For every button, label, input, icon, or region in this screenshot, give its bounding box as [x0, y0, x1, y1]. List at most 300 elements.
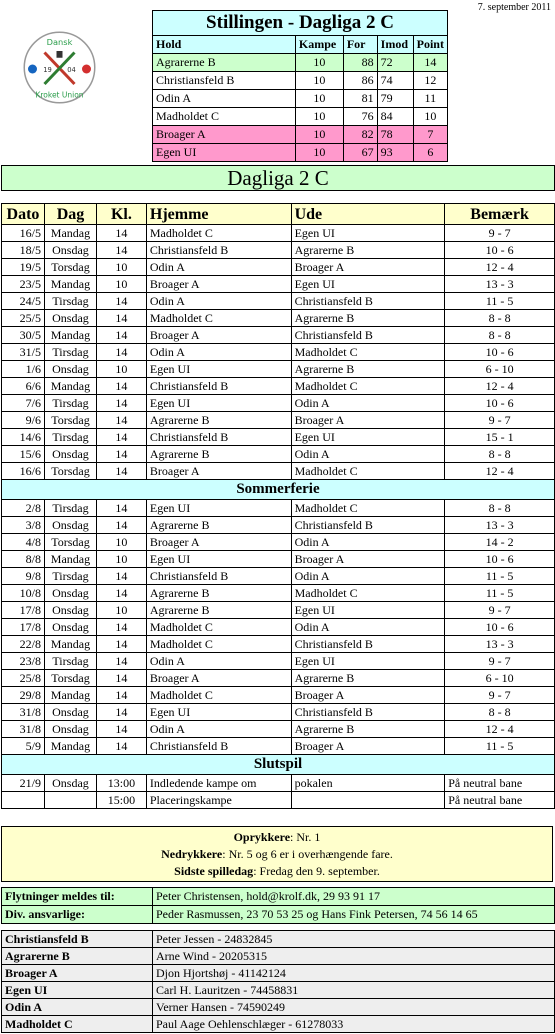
match-cell: 12 - 4	[445, 259, 555, 276]
match-cell: Odin A	[291, 395, 445, 412]
match-cell: 14	[96, 225, 146, 242]
standings-cell: 79	[377, 90, 413, 108]
match-cell: 11 - 5	[445, 568, 555, 585]
club-row	[2, 1016, 555, 1033]
match-cell: Agrarerne B	[291, 242, 445, 259]
match-cell: 14	[96, 585, 146, 602]
match-cell: Egen UI	[291, 276, 445, 293]
match-cell: Onsdag	[44, 602, 96, 619]
match-cell: 14	[96, 293, 146, 310]
club-contact: Paul Aage Oehlenschlæger - 61278033	[153, 1016, 555, 1033]
match-cell: 12 - 4	[445, 378, 555, 395]
match-cell: Onsdag	[44, 446, 96, 463]
match-cell: Mandag	[44, 276, 96, 293]
standings-table	[152, 10, 448, 162]
club-name: Madholdet C	[2, 1016, 153, 1033]
standings-cell: 76	[343, 108, 377, 126]
match-cell: Agrarerne B	[291, 361, 445, 378]
match-cell: Torsdag	[44, 412, 96, 429]
match-cell: Torsdag	[44, 259, 96, 276]
match-cell: Agrarerne B	[146, 446, 291, 463]
schedule-header: Dato	[2, 204, 45, 225]
match-cell: 31/5	[2, 344, 45, 361]
match-cell: Mandag	[44, 636, 96, 653]
match-cell: Onsdag	[44, 704, 96, 721]
match-cell: 13:00	[96, 775, 146, 792]
club-contact: Verner Hansen - 74590249	[153, 999, 555, 1016]
match-row	[2, 310, 555, 327]
match-row	[2, 775, 555, 792]
standings-row	[153, 108, 448, 126]
match-cell: 14	[96, 670, 146, 687]
match-cell: Madholdet C	[146, 310, 291, 327]
match-cell: 23/8	[2, 653, 45, 670]
match-cell	[2, 792, 45, 809]
match-cell: Madholdet C	[146, 619, 291, 636]
match-cell: Broager A	[146, 534, 291, 551]
match-cell: 8 - 8	[445, 446, 555, 463]
match-cell: 18/5	[2, 242, 45, 259]
match-cell: Broager A	[146, 276, 291, 293]
match-cell: 14	[96, 704, 146, 721]
match-cell: 15:00	[96, 792, 146, 809]
match-cell: Torsdag	[44, 670, 96, 687]
match-cell: Christiansfeld B	[146, 242, 291, 259]
match-cell: Odin A	[146, 344, 291, 361]
match-cell: Broager A	[146, 670, 291, 687]
match-cell: Christiansfeld B	[146, 378, 291, 395]
match-cell: Onsdag	[44, 517, 96, 534]
match-cell: Christiansfeld B	[146, 568, 291, 585]
match-row	[2, 276, 555, 293]
match-cell: Indledende kampe om	[146, 775, 291, 792]
match-cell: Tirsdag	[44, 568, 96, 585]
match-cell: 14/6	[2, 429, 45, 446]
club-row	[2, 948, 555, 965]
club-contact: Carl H. Lauritzen - 74458831	[153, 982, 555, 999]
match-row	[2, 412, 555, 429]
standings-cell: 82	[343, 126, 377, 144]
match-cell	[291, 792, 445, 809]
standings-row	[153, 54, 448, 72]
standings-cell: 10	[295, 54, 343, 72]
match-cell: Torsdag	[44, 463, 96, 480]
match-cell: 14	[96, 687, 146, 704]
standings-cell: Odin A	[153, 90, 296, 108]
standings-cell: 10	[295, 90, 343, 108]
standings-cell: 10	[413, 108, 447, 126]
krolf-union-logo	[22, 30, 97, 105]
match-cell: 14	[96, 395, 146, 412]
match-cell: 10 - 6	[445, 344, 555, 361]
match-cell: 14	[96, 344, 146, 361]
match-cell: Agrarerne B	[146, 602, 291, 619]
schedule-header: Hjemme	[146, 204, 291, 225]
match-row	[2, 602, 555, 619]
match-cell: 2/8	[2, 500, 45, 517]
match-row	[2, 378, 555, 395]
schedule-header: Kl.	[96, 204, 146, 225]
club-contact: Arne Wind - 20205315	[153, 948, 555, 965]
match-cell: 5/9	[2, 738, 45, 755]
match-cell: pokalen	[291, 775, 445, 792]
match-cell: 3/8	[2, 517, 45, 534]
match-cell: 4/8	[2, 534, 45, 551]
match-cell: 9 - 7	[445, 653, 555, 670]
match-row	[2, 500, 555, 517]
match-cell: Madholdet C	[146, 687, 291, 704]
svg-text:19: 19	[43, 66, 52, 74]
match-cell: Tirsdag	[44, 395, 96, 412]
match-cell: 14	[96, 721, 146, 738]
match-cell: 7/6	[2, 395, 45, 412]
match-cell: 10	[96, 276, 146, 293]
match-cell: Odin A	[146, 293, 291, 310]
match-cell: 6 - 10	[445, 361, 555, 378]
match-cell: 14	[96, 327, 146, 344]
match-cell: Madholdet C	[146, 636, 291, 653]
standings-cell: 84	[377, 108, 413, 126]
match-cell: 21/9	[2, 775, 45, 792]
match-cell: 9/6	[2, 412, 45, 429]
match-cell: 6 - 10	[445, 670, 555, 687]
match-cell: Tirsdag	[44, 293, 96, 310]
match-cell: 14	[96, 378, 146, 395]
standings-cell: Christiansfeld B	[153, 72, 296, 90]
club-row	[2, 965, 555, 982]
match-cell: 9 - 7	[445, 602, 555, 619]
club-name: Odin A	[2, 999, 153, 1016]
match-cell: Broager A	[146, 327, 291, 344]
svg-text:04: 04	[67, 66, 76, 74]
match-row	[2, 619, 555, 636]
club-row	[2, 982, 555, 999]
match-cell: Mandag	[44, 327, 96, 344]
match-cell: Mandag	[44, 687, 96, 704]
match-cell: 12 - 4	[445, 721, 555, 738]
club-contact: Peter Jessen - 24832845	[153, 931, 555, 948]
match-row	[2, 653, 555, 670]
match-cell: 11 - 5	[445, 293, 555, 310]
standings-title: Stillingen - Dagliga 2 C	[153, 11, 448, 36]
match-cell: Egen UI	[146, 704, 291, 721]
match-cell: Tirsdag	[44, 429, 96, 446]
match-cell: 14	[96, 500, 146, 517]
match-cell: 10/8	[2, 585, 45, 602]
club-name: Christiansfeld B	[2, 931, 153, 948]
match-cell: Mandag	[44, 551, 96, 568]
standings-cell: 93	[377, 144, 413, 162]
match-cell: 6/6	[2, 378, 45, 395]
match-cell: Tirsdag	[44, 500, 96, 517]
standings-row	[153, 72, 448, 90]
standings-header: Point	[413, 36, 447, 54]
match-cell: Torsdag	[44, 534, 96, 551]
match-cell: Madholdet C	[291, 344, 445, 361]
match-cell: 10	[96, 259, 146, 276]
match-cell: 23/5	[2, 276, 45, 293]
match-cell: 8 - 8	[445, 500, 555, 517]
match-cell: 14	[96, 242, 146, 259]
match-cell	[44, 792, 96, 809]
match-cell: Madholdet C	[291, 378, 445, 395]
match-row	[2, 670, 555, 687]
match-cell: Egen UI	[146, 361, 291, 378]
match-cell: 11 - 5	[445, 585, 555, 602]
svg-text:Dansk: Dansk	[46, 37, 73, 47]
match-cell: Agrarerne B	[291, 721, 445, 738]
match-cell: Madholdet C	[291, 500, 445, 517]
standings-header: Kampe	[295, 36, 343, 54]
match-row	[2, 585, 555, 602]
playoffs-separator: Slutspil	[2, 755, 555, 775]
match-cell: Madholdet C	[146, 225, 291, 242]
standings-cell: 10	[295, 108, 343, 126]
match-cell: Tirsdag	[44, 344, 96, 361]
match-row	[2, 225, 555, 242]
standings-row	[153, 144, 448, 162]
match-cell: 15 - 1	[445, 429, 555, 446]
standings-row	[153, 126, 448, 144]
contact-value: Peter Christensen, hold@krolf.dk, 29 93 91 17	[153, 888, 555, 906]
match-cell: Christiansfeld B	[291, 517, 445, 534]
standings-cell: 6	[413, 144, 447, 162]
standings-cell: 7	[413, 126, 447, 144]
summer-break-separator: Sommerferie	[2, 480, 555, 500]
match-cell: 14	[96, 310, 146, 327]
contact-value: Peder Rasmussen, 23 70 53 25 og Hans Fink Petersen, 74 56 14 65	[153, 906, 555, 924]
match-cell: 12 - 4	[445, 463, 555, 480]
match-cell: 14	[96, 463, 146, 480]
match-cell: Mandag	[44, 225, 96, 242]
contact-table	[1, 887, 555, 924]
match-cell: Onsdag	[44, 361, 96, 378]
club-name: Broager A	[2, 965, 153, 982]
match-cell: Broager A	[291, 259, 445, 276]
match-cell: 14	[96, 412, 146, 429]
match-cell: 8 - 8	[445, 704, 555, 721]
match-cell: Christiansfeld B	[146, 738, 291, 755]
match-row	[2, 242, 555, 259]
match-cell: Onsdag	[44, 242, 96, 259]
match-row	[2, 446, 555, 463]
match-cell: 8 - 8	[445, 310, 555, 327]
match-cell: Egen UI	[146, 395, 291, 412]
schedule-table	[1, 203, 555, 809]
standings-cell: 10	[295, 72, 343, 90]
standings-row	[153, 90, 448, 108]
contact-label: Flytninger meldes til:	[2, 888, 153, 906]
match-row	[2, 551, 555, 568]
match-cell: Odin A	[291, 619, 445, 636]
match-row	[2, 259, 555, 276]
match-cell: Egen UI	[146, 551, 291, 568]
match-cell: 19/5	[2, 259, 45, 276]
club-contact: Djon Hjortshøj - 41142124	[153, 965, 555, 982]
standings-cell: 81	[343, 90, 377, 108]
schedule-header: Bemærk	[445, 204, 555, 225]
standings-header: Imod	[377, 36, 413, 54]
match-cell: 1/6	[2, 361, 45, 378]
contact-label: Div. ansvarlige:	[2, 906, 153, 924]
match-row	[2, 704, 555, 721]
match-cell: 10	[96, 602, 146, 619]
match-cell: Agrarerne B	[291, 310, 445, 327]
match-cell: 10 - 6	[445, 395, 555, 412]
match-cell: Egen UI	[146, 500, 291, 517]
print-date: 7. september 2011	[477, 2, 551, 13]
match-cell: Onsdag	[44, 721, 96, 738]
match-cell: 10 - 6	[445, 619, 555, 636]
standings-cell: 14	[413, 54, 447, 72]
match-cell: 22/8	[2, 636, 45, 653]
club-name: Agrarerne B	[2, 948, 153, 965]
match-cell: Egen UI	[291, 602, 445, 619]
match-row	[2, 636, 555, 653]
match-cell: Broager A	[291, 687, 445, 704]
match-cell: Agrarerne B	[291, 670, 445, 687]
match-cell: Onsdag	[44, 585, 96, 602]
match-row	[2, 395, 555, 412]
club-row	[2, 999, 555, 1016]
match-cell: Odin A	[291, 446, 445, 463]
schedule-header: Dag	[44, 204, 96, 225]
standings-cell: 86	[343, 72, 377, 90]
standings-cell: 67	[343, 144, 377, 162]
match-cell: 17/8	[2, 619, 45, 636]
match-cell: 9/8	[2, 568, 45, 585]
club-contacts-table	[1, 930, 555, 1033]
standings-cell: 74	[377, 72, 413, 90]
standings-cell: 88	[343, 54, 377, 72]
match-cell: Christiansfeld B	[291, 636, 445, 653]
match-row	[2, 344, 555, 361]
match-cell: 17/8	[2, 602, 45, 619]
match-cell: Onsdag	[44, 775, 96, 792]
match-cell: 10 - 6	[445, 551, 555, 568]
match-cell: 13 - 3	[445, 517, 555, 534]
match-cell: Odin A	[291, 534, 445, 551]
match-cell: Broager A	[291, 738, 445, 755]
match-cell: Agrarerne B	[146, 412, 291, 429]
match-row	[2, 534, 555, 551]
match-row	[2, 463, 555, 480]
match-cell: 10	[96, 534, 146, 551]
standings-cell: 10	[295, 126, 343, 144]
standings-cell: 10	[295, 144, 343, 162]
standings-cell: Agrarerne B	[153, 54, 296, 72]
match-cell: 14	[96, 738, 146, 755]
match-cell: 13 - 3	[445, 276, 555, 293]
match-row	[2, 568, 555, 585]
match-cell: 14	[96, 517, 146, 534]
match-cell: Mandag	[44, 378, 96, 395]
standings-cell: Madholdet C	[153, 108, 296, 126]
match-cell: Placeringskampe	[146, 792, 291, 809]
match-cell: 16/5	[2, 225, 45, 242]
match-cell: Broager A	[146, 463, 291, 480]
match-cell: Tirsdag	[44, 653, 96, 670]
match-cell: 15/6	[2, 446, 45, 463]
club-row	[2, 931, 555, 948]
contact-row	[2, 906, 555, 924]
match-cell: 14	[96, 446, 146, 463]
match-row	[2, 293, 555, 310]
match-cell: Odin A	[291, 568, 445, 585]
standings-cell: 12	[413, 72, 447, 90]
standings-cell: Broager A	[153, 126, 296, 144]
match-cell: 9 - 7	[445, 687, 555, 704]
match-cell: Odin A	[146, 721, 291, 738]
match-cell: Christiansfeld B	[291, 704, 445, 721]
match-cell: 8 - 8	[445, 327, 555, 344]
match-cell: På neutral bane	[445, 775, 555, 792]
match-cell: Onsdag	[44, 310, 96, 327]
match-cell: 31/8	[2, 721, 45, 738]
league-notes: Oprykkere: Nr. 1 Nedrykkere: Nr. 5 og 6 er i overhængende fare. Sidste spilledag: Fredag den 9. september.	[1, 826, 553, 882]
match-cell: 29/8	[2, 687, 45, 704]
league-banner: Dagliga 2 C	[1, 165, 555, 191]
standings-cell: Egen UI	[153, 144, 296, 162]
match-cell: Madholdet C	[291, 463, 445, 480]
match-row	[2, 687, 555, 704]
match-cell: Odin A	[146, 259, 291, 276]
match-cell: Onsdag	[44, 619, 96, 636]
match-cell: Madholdet C	[291, 585, 445, 602]
match-cell: Egen UI	[291, 653, 445, 670]
match-cell: Agrarerne B	[146, 585, 291, 602]
standings-header: Hold	[153, 36, 296, 54]
match-cell: Egen UI	[291, 225, 445, 242]
match-cell: 25/5	[2, 310, 45, 327]
match-cell: 14	[96, 653, 146, 670]
match-cell: 10 - 6	[445, 242, 555, 259]
match-cell: Christiansfeld B	[146, 429, 291, 446]
match-cell: 10	[96, 361, 146, 378]
standings-header: For	[343, 36, 377, 54]
match-cell: Egen UI	[291, 429, 445, 446]
match-cell: Agrarerne B	[146, 517, 291, 534]
match-cell: Broager A	[291, 551, 445, 568]
match-row	[2, 721, 555, 738]
standings-cell: 78	[377, 126, 413, 144]
match-cell: Christiansfeld B	[291, 327, 445, 344]
match-cell: 8/8	[2, 551, 45, 568]
schedule-header: Ude	[291, 204, 445, 225]
match-cell: Broager A	[291, 412, 445, 429]
match-cell: 14 - 2	[445, 534, 555, 551]
club-name: Egen UI	[2, 982, 153, 999]
svg-text:Kroket Union: Kroket Union	[35, 90, 84, 100]
match-cell: 14	[96, 568, 146, 585]
match-cell: 16/6	[2, 463, 45, 480]
match-cell: 9 - 7	[445, 412, 555, 429]
match-cell: Mandag	[44, 738, 96, 755]
match-row	[2, 429, 555, 446]
match-row	[2, 738, 555, 755]
match-row	[2, 517, 555, 534]
match-cell: Christiansfeld B	[291, 293, 445, 310]
match-cell: 14	[96, 429, 146, 446]
match-cell: 13 - 3	[445, 636, 555, 653]
match-cell: 11 - 5	[445, 738, 555, 755]
match-cell: 24/5	[2, 293, 45, 310]
contact-row	[2, 888, 555, 906]
match-cell: 14	[96, 636, 146, 653]
match-cell: 30/5	[2, 327, 45, 344]
match-row	[2, 792, 555, 809]
standings-cell: 72	[377, 54, 413, 72]
